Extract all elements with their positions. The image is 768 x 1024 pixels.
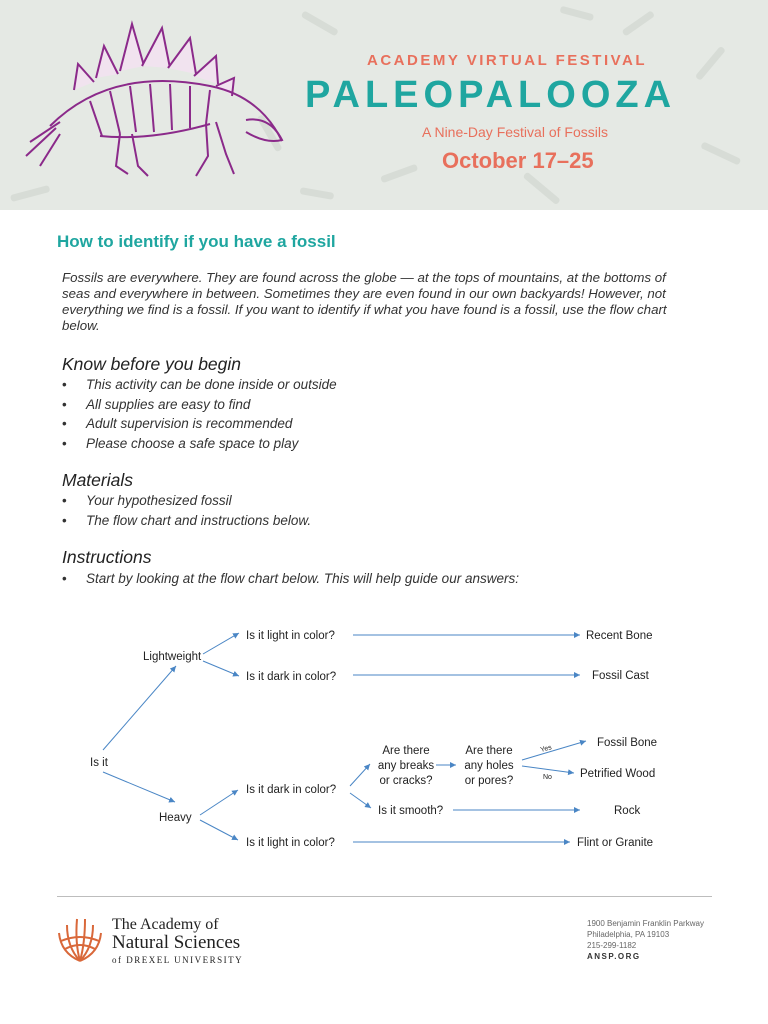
- flow-node-light-color: Is it light in color?: [246, 630, 335, 642]
- bullet-icon: •: [62, 396, 67, 412]
- flow-label-yes: Yes: [539, 744, 553, 754]
- flow-result-fossil-cast: Fossil Cast: [592, 670, 649, 682]
- bullet-icon: •: [62, 571, 67, 586]
- flow-node-dark-color-heavy: Is it dark in color?: [246, 784, 337, 796]
- bullet-icon: •: [62, 512, 67, 528]
- know-list: [62, 375, 337, 453]
- materials-heading: Materials: [62, 470, 133, 490]
- address-line1: 1900 Benjamin Franklin Parkway: [587, 919, 704, 928]
- flow-node-is-it: Is it: [90, 757, 108, 769]
- bullet-icon: •: [62, 493, 67, 508]
- list-item: • All supplies are easy to find: [62, 396, 251, 412]
- list-item: • Please choose a safe space to play: [62, 435, 299, 451]
- arrow: [103, 772, 175, 802]
- flow-node-holes-1: Are there: [465, 745, 513, 757]
- logo-text-line2: Natural Sciences: [112, 932, 241, 953]
- flow-node-breaks-3: or cracks?: [379, 775, 433, 787]
- arrow: [103, 666, 176, 750]
- festival-banner: [0, 0, 768, 210]
- flow-node-heavy: Heavy: [159, 812, 192, 824]
- list-item: • Your hypothesized fossil: [62, 493, 232, 508]
- logo-text-line3: of DREXEL UNIVERSITY: [112, 955, 244, 965]
- page-heading: How to identify if you have a fossil: [57, 232, 336, 251]
- flow-node-holes-3: or pores?: [464, 775, 514, 787]
- flow-node-light-color-heavy: Is it light in color?: [246, 837, 335, 849]
- footer-divider: [57, 896, 712, 897]
- flow-result-recent-bone: Recent Bone: [586, 630, 653, 642]
- arrow: [200, 820, 238, 840]
- academy-logo-icon: [55, 913, 105, 965]
- fossil-flowchart: [0, 600, 768, 870]
- stegosaurus-skeleton-icon: [20, 16, 290, 186]
- flow-label-no: No: [543, 774, 552, 781]
- instructions-list: [62, 569, 519, 589]
- bullet-icon: •: [62, 377, 67, 392]
- website-link[interactable]: ANSP.ORG: [587, 952, 641, 961]
- arrow: [522, 741, 586, 760]
- list-item: • Adult supervision is recommended: [62, 416, 293, 431]
- flow-node-breaks-1: Are there: [382, 745, 430, 757]
- festival-subtitle: A Nine-Day Festival of Fossils: [422, 124, 608, 140]
- flow-node-holes-2: any holes: [464, 760, 514, 772]
- flow-result-rock: Rock: [614, 805, 641, 817]
- know-heading: Know before you begin: [62, 354, 242, 374]
- arrow: [203, 633, 239, 654]
- logo-text-line1: The Academy of: [112, 916, 219, 933]
- flow-node-lightweight: Lightweight: [143, 651, 202, 663]
- list-item: • This activity can be done inside or outside: [62, 377, 337, 392]
- list-item: • The flow chart and instructions below.: [62, 512, 312, 528]
- flow-result-flint-granite: Flint or Granite: [577, 837, 654, 849]
- festival-title: PALEOPALOOZA: [305, 74, 677, 116]
- arrow: [200, 790, 238, 815]
- bullet-icon: •: [62, 435, 67, 451]
- address-line2: Philadelphia, PA 19103: [587, 930, 670, 939]
- flow-result-fossil-bone: Fossil Bone: [597, 737, 658, 749]
- instructions-heading: Instructions: [62, 547, 152, 567]
- flow-node-breaks-2: any breaks: [377, 760, 435, 772]
- festival-label: ACADEMY VIRTUAL FESTIVAL: [367, 52, 648, 69]
- arrow: [350, 764, 370, 786]
- arrow: [522, 766, 574, 773]
- flow-result-petrified-wood: Petrified Wood: [580, 768, 656, 780]
- materials-list: [62, 491, 311, 530]
- bullet-icon: •: [62, 416, 67, 431]
- flow-node-dark-color: Is it dark in color?: [246, 671, 337, 683]
- arrow: [350, 793, 371, 808]
- flow-node-smooth: Is it smooth?: [378, 805, 444, 817]
- festival-dates: October 17–25: [442, 148, 594, 173]
- intro-paragraph: Fossils are everywhere. They are found across the globe — at the tops of mountains, at the bottoms of seas and everywhere in between. Sometimes they are even found in our own backyards! However, not everything we find is a fossil. If you want to identify if what you have found is a fossil, use the flow chart below.: [62, 270, 667, 333]
- footer-address: [587, 918, 704, 962]
- arrow: [203, 661, 239, 676]
- phone-number: 215-299-1182: [587, 941, 637, 950]
- list-item: • Start by looking at the flow chart below. This will help guide our answers:: [62, 571, 519, 586]
